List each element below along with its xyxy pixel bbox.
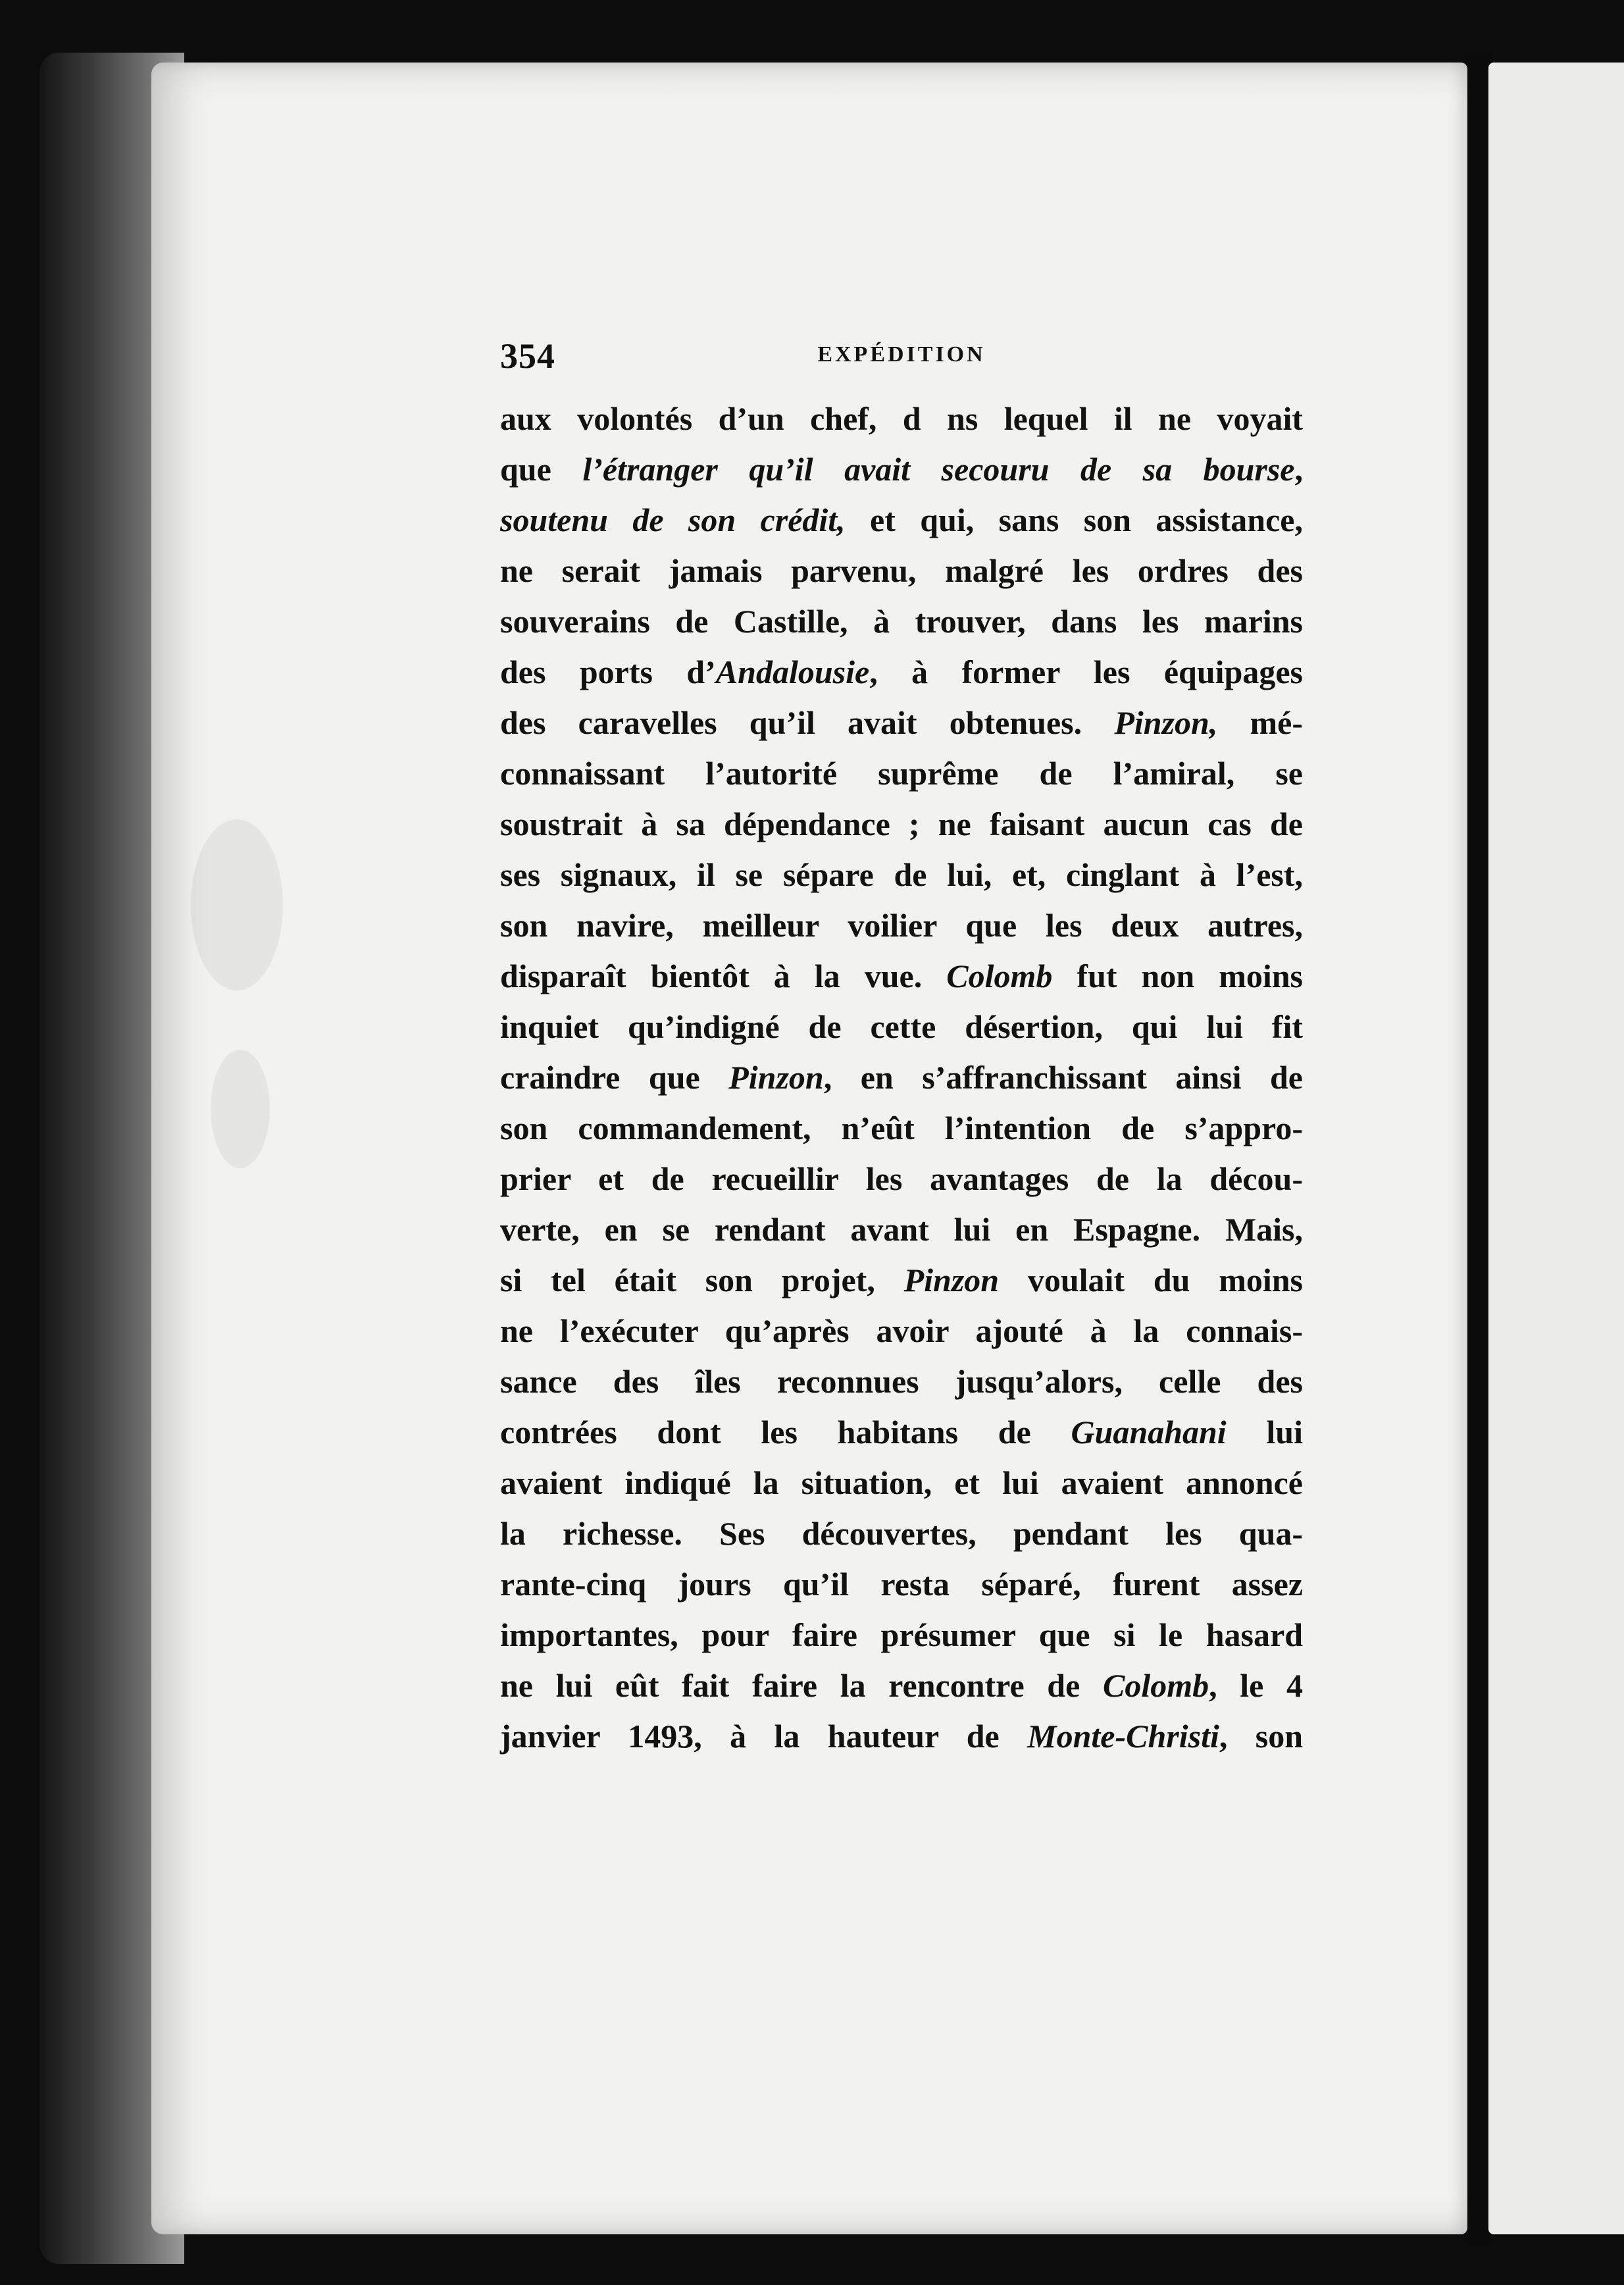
text-run: mé- [1217, 704, 1303, 741]
text-run: , [1294, 451, 1304, 488]
text-run: lui [1226, 1414, 1304, 1451]
text-run: connaissant l’autorité suprême de l’amiral, se [500, 755, 1303, 792]
text-run: ses signaux, il se sépare de lui, et, cinglant à l’est, [500, 856, 1303, 893]
text-run: fut non moins [1052, 958, 1304, 994]
text-run: janvier 1493, à la hauteur de [500, 1718, 1028, 1755]
text-run: si tel était son projet, [500, 1262, 904, 1298]
text-run: des ports d’ [500, 654, 716, 690]
text-line [500, 698, 1303, 748]
text-line [500, 1711, 1303, 1762]
text-run: soustrait à sa dépendance ; ne faisant aucun cas de [500, 806, 1303, 842]
text-run: , le 4 [1209, 1667, 1303, 1704]
text-line [500, 951, 1303, 1002]
running-head [500, 336, 1303, 375]
text-line [500, 596, 1303, 647]
italic-text: Monte-Christi [1027, 1718, 1219, 1755]
text-run: ns lequel il ne voyait [947, 400, 1304, 437]
text-run: avaient indiqué la situation, et lui avaient annoncé [500, 1464, 1303, 1501]
italic-text: Pinzon [728, 1059, 824, 1096]
text-run: verte, en se rendant avant lui en Espagne. Mais, [500, 1211, 1303, 1248]
text-run: disparaît bientôt à la vue. [500, 958, 947, 994]
text-run: ne l’exécuter qu’après avoir ajouté à la connais- [500, 1312, 1303, 1349]
text-line [500, 1610, 1303, 1660]
italic-text: Colomb [1102, 1667, 1209, 1704]
italic-text: Pinzon [903, 1262, 1000, 1298]
text-run: , à former les équipages [869, 654, 1303, 690]
text-line [500, 1458, 1303, 1508]
body-text [500, 394, 1303, 1762]
text-run: , en s’affranchissant ainsi de [823, 1059, 1303, 1096]
text-run: , son [1219, 1718, 1304, 1755]
text-run: souverains de Castille, à trouver, dans les marins [500, 603, 1303, 640]
text-run: rante-cinq jours qu’il resta séparé, furent assez [500, 1566, 1303, 1603]
text-run: la richesse. Ses découvertes, pendant les qua- [500, 1515, 1303, 1552]
italic-text: Colomb [946, 958, 1053, 994]
text-run: ne serait jamais parvenu, malgré les ordres des [500, 552, 1303, 589]
text-line [500, 1103, 1303, 1154]
running-title: EXPÉDITION [817, 342, 986, 367]
text-run: craindre que [500, 1059, 729, 1096]
text-run: des caravelles qu’il avait obtenues. [500, 704, 1115, 741]
text-line [500, 1002, 1303, 1052]
page-content [500, 336, 1303, 1762]
text-run: que [500, 451, 583, 488]
text-run: voulait du moins [999, 1262, 1304, 1298]
italic-text: soutenu de son crédit, [500, 501, 846, 538]
text-run: inquiet qu’indigné de cette désertion, qui lui fit [500, 1008, 1303, 1045]
italic-text: l’étranger qu’il avait secouru de sa bourse [582, 451, 1295, 488]
text-line [500, 1052, 1303, 1103]
page-number: 354 [500, 336, 555, 376]
text-run: aux volontés d’un chef, d [500, 400, 948, 437]
text-line [500, 1306, 1303, 1356]
text-run: importantes, pour faire présumer que si le hasard [500, 1616, 1303, 1653]
text-line [500, 1660, 1303, 1711]
text-run: et qui, sans son assistance, [845, 501, 1303, 538]
text-line [500, 1204, 1303, 1255]
text-run: sance des îles reconnues jusqu’alors, celle des [500, 1363, 1303, 1400]
text-line [500, 647, 1303, 698]
text-run: son commandement, n’eût l’intention de s’appro- [500, 1110, 1303, 1146]
text-line [500, 1508, 1303, 1559]
text-line [500, 1407, 1303, 1458]
text-line [500, 850, 1303, 900]
italic-text: Guanahani [1071, 1414, 1227, 1451]
text-run: prier et de recueillir les avantages de la décou- [500, 1160, 1303, 1197]
text-run: son navire, meilleur voilier que les deux autres, [500, 907, 1303, 944]
text-line [500, 444, 1303, 495]
text-line [500, 1255, 1303, 1306]
text-line [500, 1356, 1303, 1407]
text-line [500, 1154, 1303, 1204]
text-line [500, 799, 1303, 850]
italic-text: Pinzon, [1114, 704, 1218, 741]
text-line [500, 546, 1303, 596]
text-line [500, 1559, 1303, 1610]
italic-text: Andalousie [715, 654, 870, 690]
paper-stain [211, 1050, 270, 1168]
facing-page-edge [1488, 63, 1624, 2234]
text-run: contrées dont les habitans de [500, 1414, 1071, 1451]
text-line [500, 394, 1303, 444]
text-line [500, 748, 1303, 799]
text-line [500, 900, 1303, 951]
paper-stain [191, 819, 283, 990]
text-line [500, 495, 1303, 546]
text-run: ne lui eût fait faire la rencontre de [500, 1667, 1103, 1704]
